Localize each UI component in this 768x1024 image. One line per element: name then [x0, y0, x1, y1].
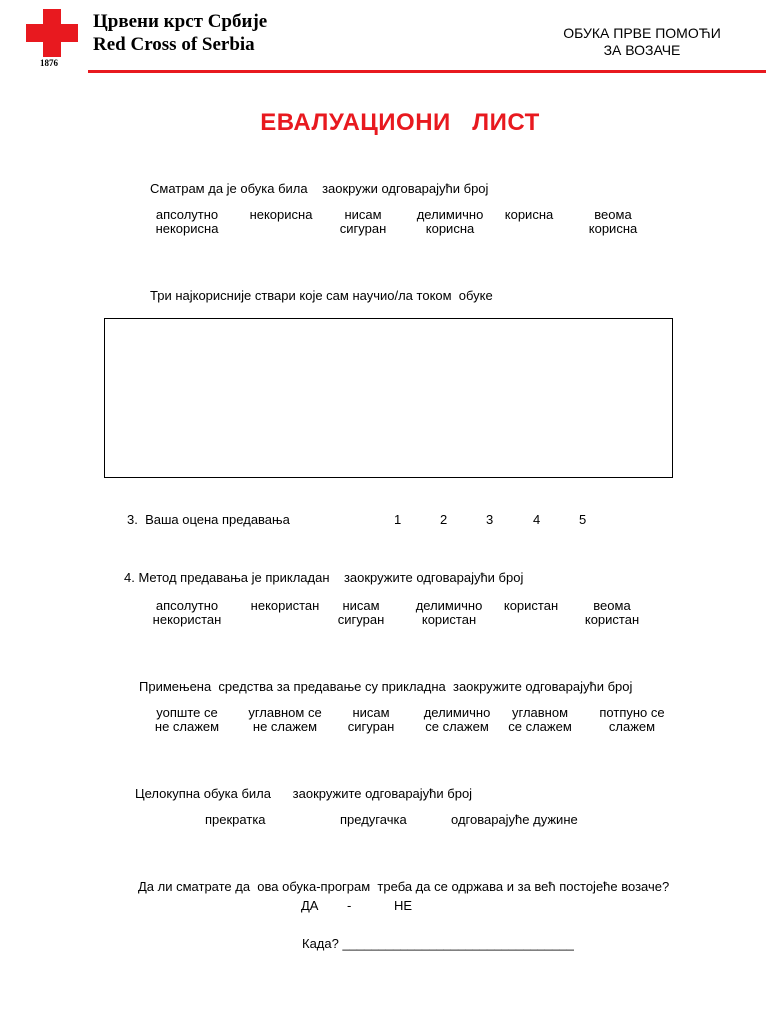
question-teaching-method: 4. Метод предавања је прикладан заокружите одговарајући број: [124, 570, 524, 585]
question-teaching-aids: Примењена средства за предавање су прикладна заокружите одговарајући број: [139, 679, 633, 694]
question-lecture-rating: 3. Ваша оцена предавања: [127, 512, 290, 527]
question-continue-program: Да ли сматрате да ова обука-програм треба да се одржава и за већ постојеће возаче?: [138, 879, 670, 894]
org-name-serbian: Црвени крст Србије: [93, 11, 268, 32]
option-appropriate-length[interactable]: одговарајуће дужине: [451, 812, 578, 827]
option-partly-agree[interactable]: делимично се слажем: [423, 705, 491, 734]
option-partly-useful[interactable]: делимично корисна: [416, 207, 484, 236]
option-too-short[interactable]: прекратка: [205, 812, 266, 827]
option-very-suitable[interactable]: веома користан: [584, 598, 640, 627]
option-unsuitable[interactable]: некористан: [250, 598, 320, 613]
option-absolutely-unsuitable[interactable]: апсолутно некористан: [152, 598, 222, 627]
option-partly-suitable[interactable]: делимично користан: [415, 598, 483, 627]
three-things-answer-box[interactable]: [104, 318, 673, 478]
header-divider: [88, 70, 766, 73]
rating-3[interactable]: 3: [486, 512, 494, 527]
rating-4[interactable]: 4: [533, 512, 541, 527]
option-strongly-disagree[interactable]: уопште се не слажем: [154, 705, 220, 734]
course-name-line1: ОБУКА ПРВЕ ПОМОЋИ: [563, 25, 721, 41]
option-suitable[interactable]: користан: [503, 598, 559, 613]
question-usefulness: Сматрам да је обука била заокружи одговарајући број: [150, 181, 489, 196]
founding-year: 1876: [40, 58, 58, 68]
rating-5[interactable]: 5: [579, 512, 587, 527]
option-useful[interactable]: корисна: [504, 207, 554, 222]
option-fully-agree[interactable]: потпуно се слажем: [599, 705, 665, 734]
option-yes[interactable]: ДА: [301, 898, 319, 913]
yes-no-separator: -: [347, 898, 352, 913]
option-useless[interactable]: некорисна: [249, 207, 313, 222]
question-training-length: Целокупна обука била заокружите одговарајући број: [135, 786, 473, 801]
page-title: ЕВАЛУАЦИОНИ ЛИСТ: [260, 109, 540, 136]
question-three-things: Три најкорисније ствари које сам научио/ла током обуке: [150, 288, 493, 303]
option-method-not-sure[interactable]: нисам сигуран: [337, 598, 385, 627]
when-answer-field[interactable]: Када? ________________________________: [302, 936, 574, 951]
option-mostly-agree[interactable]: углавном се слажем: [508, 705, 572, 734]
org-name-english: Red Cross of Serbia: [93, 34, 255, 55]
course-name-line2: ЗА ВОЗАЧЕ: [603, 42, 681, 58]
rating-1[interactable]: 1: [394, 512, 402, 527]
option-aids-not-sure[interactable]: нисам сигуран: [347, 705, 395, 734]
option-very-useful[interactable]: веома корисна: [588, 207, 638, 236]
rating-2[interactable]: 2: [440, 512, 448, 527]
option-mostly-disagree[interactable]: углавном се не слажем: [248, 705, 322, 734]
option-too-long[interactable]: предугачка: [340, 812, 407, 827]
option-not-sure[interactable]: нисам сигуран: [339, 207, 387, 236]
option-no[interactable]: НЕ: [394, 898, 413, 913]
red-cross-logo-icon: [26, 9, 78, 57]
option-absolutely-useless[interactable]: апсолутно некорисна: [155, 207, 219, 236]
